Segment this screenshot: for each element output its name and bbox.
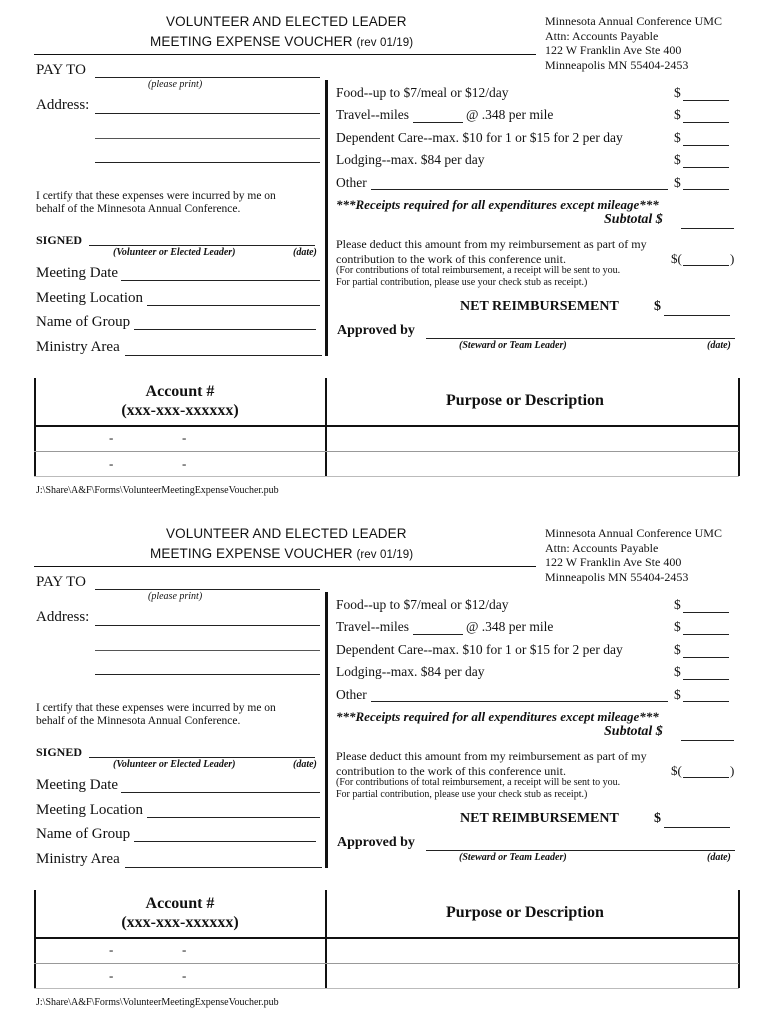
table-header-rule [34,425,739,427]
deduct-amount-open: $( [671,251,682,266]
subtotal-field[interactable] [681,740,734,741]
dependent-dollar: $ [674,642,681,657]
pay-to-field[interactable] [95,589,320,590]
deduct-amount-close: ) [730,251,735,266]
file-path-footer: J:\Share\A&F\Forms\VolunteerMeetingExpenseVoucher.pub [36,997,279,1008]
travel-label: Travel--miles [336,107,409,122]
address-label: Address: [36,97,90,113]
food-dollar: $ [674,597,681,612]
signed-date-caption: (date) [293,247,317,258]
account-dash: - [109,942,114,957]
pay-to-field[interactable] [95,77,320,78]
certify-text: I certify that these expenses were incurred by me on behalf of the Minnesota Annual Conference. [36,190,276,215]
title-rule [34,54,536,55]
name-of-group-field[interactable] [134,329,316,330]
form-title: VOLUNTEER AND ELECTED LEADER [166,526,407,541]
table-right-border [738,378,740,476]
account-dash: - [182,968,187,983]
approved-by-field[interactable] [426,338,735,339]
signer-caption: (Volunteer or Elected Leader) [113,247,236,258]
dependent-dollar: $ [674,130,681,145]
other-label: Other [336,175,367,190]
dependent-amount-field[interactable] [683,657,729,658]
expense-voucher [0,512,770,1024]
other-description-field[interactable] [371,701,668,702]
table-right-border [738,890,740,988]
please-print-caption: (please print) [148,591,203,602]
table-row-rule [34,451,739,452]
net-reimbursement-field[interactable] [664,827,730,828]
address-label: Address: [36,609,90,625]
form-title: VOLUNTEER AND ELECTED LEADER [166,14,407,29]
food-dollar: $ [674,85,681,100]
address-field-3[interactable] [95,162,320,163]
meeting-date-field[interactable] [121,280,320,281]
meeting-location-label: Meeting Location [36,802,144,818]
table-left-border [34,378,36,476]
receipts-note: ***Receipts required for all expenditures except mileage*** [336,197,659,212]
signature-field[interactable] [89,757,315,758]
pay-to-label: PAY TO [36,62,86,78]
address-field-2[interactable] [95,650,320,651]
approved-date-caption: (date) [707,340,731,351]
table-row-rule [34,963,739,964]
net-reimbursement-label: NET REIMBURSEMENT [460,299,619,314]
other-description-field[interactable] [371,189,668,190]
net-reimbursement-label: NET REIMBURSEMENT [460,811,619,826]
other-amount-field[interactable] [683,701,729,702]
signature-field[interactable] [89,245,315,246]
approved-by-label: Approved by [337,835,415,850]
account-dash: - [109,430,114,445]
account-dash: - [109,968,114,983]
name-of-group-label: Name of Group [36,826,131,842]
meeting-date-label: Meeting Date [36,777,119,793]
meeting-location-field[interactable] [147,305,320,306]
ministry-area-label: Ministry Area [36,851,120,867]
net-dollar: $ [654,299,661,314]
purpose-header: Purpose or Description [446,904,604,921]
account-dash: - [182,942,187,957]
other-dollar: $ [674,175,681,190]
deduct-amount-open: $( [671,763,682,778]
lodging-dollar: $ [674,664,681,679]
meeting-date-label: Meeting Date [36,265,119,281]
dependent-care-label: Dependent Care--max. $10 for 1 or $15 for 2 per day [336,642,623,657]
ministry-area-field[interactable] [125,867,322,868]
travel-amount-field[interactable] [683,122,729,123]
approved-date-caption: (date) [707,852,731,863]
food-amount-field[interactable] [683,100,729,101]
other-amount-field[interactable] [683,189,729,190]
dependent-amount-field[interactable] [683,145,729,146]
lodging-label: Lodging--max. $84 per day [336,152,485,167]
net-reimbursement-field[interactable] [664,315,730,316]
subtotal-field[interactable] [681,228,734,229]
file-path-footer: J:\Share\A&F\Forms\VolunteerMeetingExpenseVoucher.pub [36,485,279,496]
account-dash: - [109,456,114,471]
org-address: Minnesota Annual Conference UMC Attn: Accounts Payable 122 W Franklin Ave Ste 400 Minneapolis MN 55404-2453 [545,14,722,72]
travel-dollar: $ [674,107,681,122]
travel-rate-label: @ .348 per mile [466,107,554,122]
purpose-header: Purpose or Description [446,392,604,409]
name-of-group-label: Name of Group [36,314,131,330]
approved-by-label: Approved by [337,323,415,338]
steward-caption: (Steward or Team Leader) [459,340,567,351]
travel-miles-field[interactable] [413,122,463,123]
steward-caption: (Steward or Team Leader) [459,852,567,863]
food-label: Food--up to $7/meal or $12/day [336,597,509,612]
deduct-text: Please deduct this amount from my reimbursement as part of my contribution to the work of this conference unit. [336,749,647,778]
signed-label: SIGNED [36,745,83,759]
food-amount-field[interactable] [683,612,729,613]
address-field-1[interactable] [95,113,320,114]
org-address: Minnesota Annual Conference UMC Attn: Accounts Payable 122 W Franklin Ave Ste 400 Minneapolis MN 55404-2453 [545,526,722,584]
pay-to-label: PAY TO [36,574,86,590]
contribution-note: (For contributions of total reimbursement, a receipt will be sent to you. For partial contribution, please use your check stub as receipt.) [336,777,621,800]
column-divider [325,80,328,356]
revision-label: (rev 01/19) [356,37,414,49]
form-subtitle: MEETING EXPENSE VOUCHER (rev 01/19) [150,34,414,49]
table-mid-border [325,378,327,476]
account-dash: - [182,456,187,471]
subtotal-label: Subtotal $ [604,212,663,227]
column-divider [325,592,328,868]
table-mid-border [325,890,327,988]
lodging-amount-field[interactable] [683,679,729,680]
travel-label: Travel--miles [336,619,409,634]
address-field-2[interactable] [95,138,320,139]
other-dollar: $ [674,687,681,702]
account-number-header: Account # (xxx-xxx-xxxxxx) [121,895,239,931]
signer-caption: (Volunteer or Elected Leader) [113,759,236,770]
please-print-caption: (please print) [148,79,203,90]
travel-dollar: $ [674,619,681,634]
travel-amount-field[interactable] [683,634,729,635]
deduct-amount-field[interactable] [683,265,729,266]
signed-date-caption: (date) [293,759,317,770]
dependent-care-label: Dependent Care--max. $10 for 1 or $15 for 2 per day [336,130,623,145]
deduct-text: Please deduct this amount from my reimbursement as part of my contribution to the work of this conference unit. [336,237,647,266]
deduct-amount-field[interactable] [683,777,729,778]
title-rule [34,566,536,567]
food-label: Food--up to $7/meal or $12/day [336,85,509,100]
table-left-border [34,890,36,988]
table-bottom-rule [34,988,739,989]
receipts-note: ***Receipts required for all expenditures except mileage*** [336,709,659,724]
name-of-group-field[interactable] [134,841,316,842]
account-dash: - [182,430,187,445]
signed-label: SIGNED [36,233,83,247]
lodging-amount-field[interactable] [683,167,729,168]
lodging-dollar: $ [674,152,681,167]
deduct-amount-close: ) [730,763,735,778]
form-subtitle: MEETING EXPENSE VOUCHER (rev 01/19) [150,546,414,561]
account-number-header: Account # (xxx-xxx-xxxxxx) [121,383,239,419]
table-bottom-rule [34,476,739,477]
meeting-location-label: Meeting Location [36,290,144,306]
subtotal-label: Subtotal $ [604,724,663,739]
approved-by-field[interactable] [426,850,735,851]
other-label: Other [336,687,367,702]
meeting-date-field[interactable] [121,792,320,793]
travel-rate-label: @ .348 per mile [466,619,554,634]
net-dollar: $ [654,811,661,826]
meeting-location-field[interactable] [147,817,320,818]
table-header-rule [34,937,739,939]
travel-miles-field[interactable] [413,634,463,635]
ministry-area-field[interactable] [125,355,322,356]
lodging-label: Lodging--max. $84 per day [336,664,485,679]
certify-text: I certify that these expenses were incurred by me on behalf of the Minnesota Annual Conference. [36,702,276,727]
revision-label: (rev 01/19) [356,549,414,561]
address-field-1[interactable] [95,625,320,626]
contribution-note: (For contributions of total reimbursement, a receipt will be sent to you. For partial contribution, please use your check stub as receipt.) [336,265,621,288]
address-field-3[interactable] [95,674,320,675]
ministry-area-label: Ministry Area [36,339,120,355]
